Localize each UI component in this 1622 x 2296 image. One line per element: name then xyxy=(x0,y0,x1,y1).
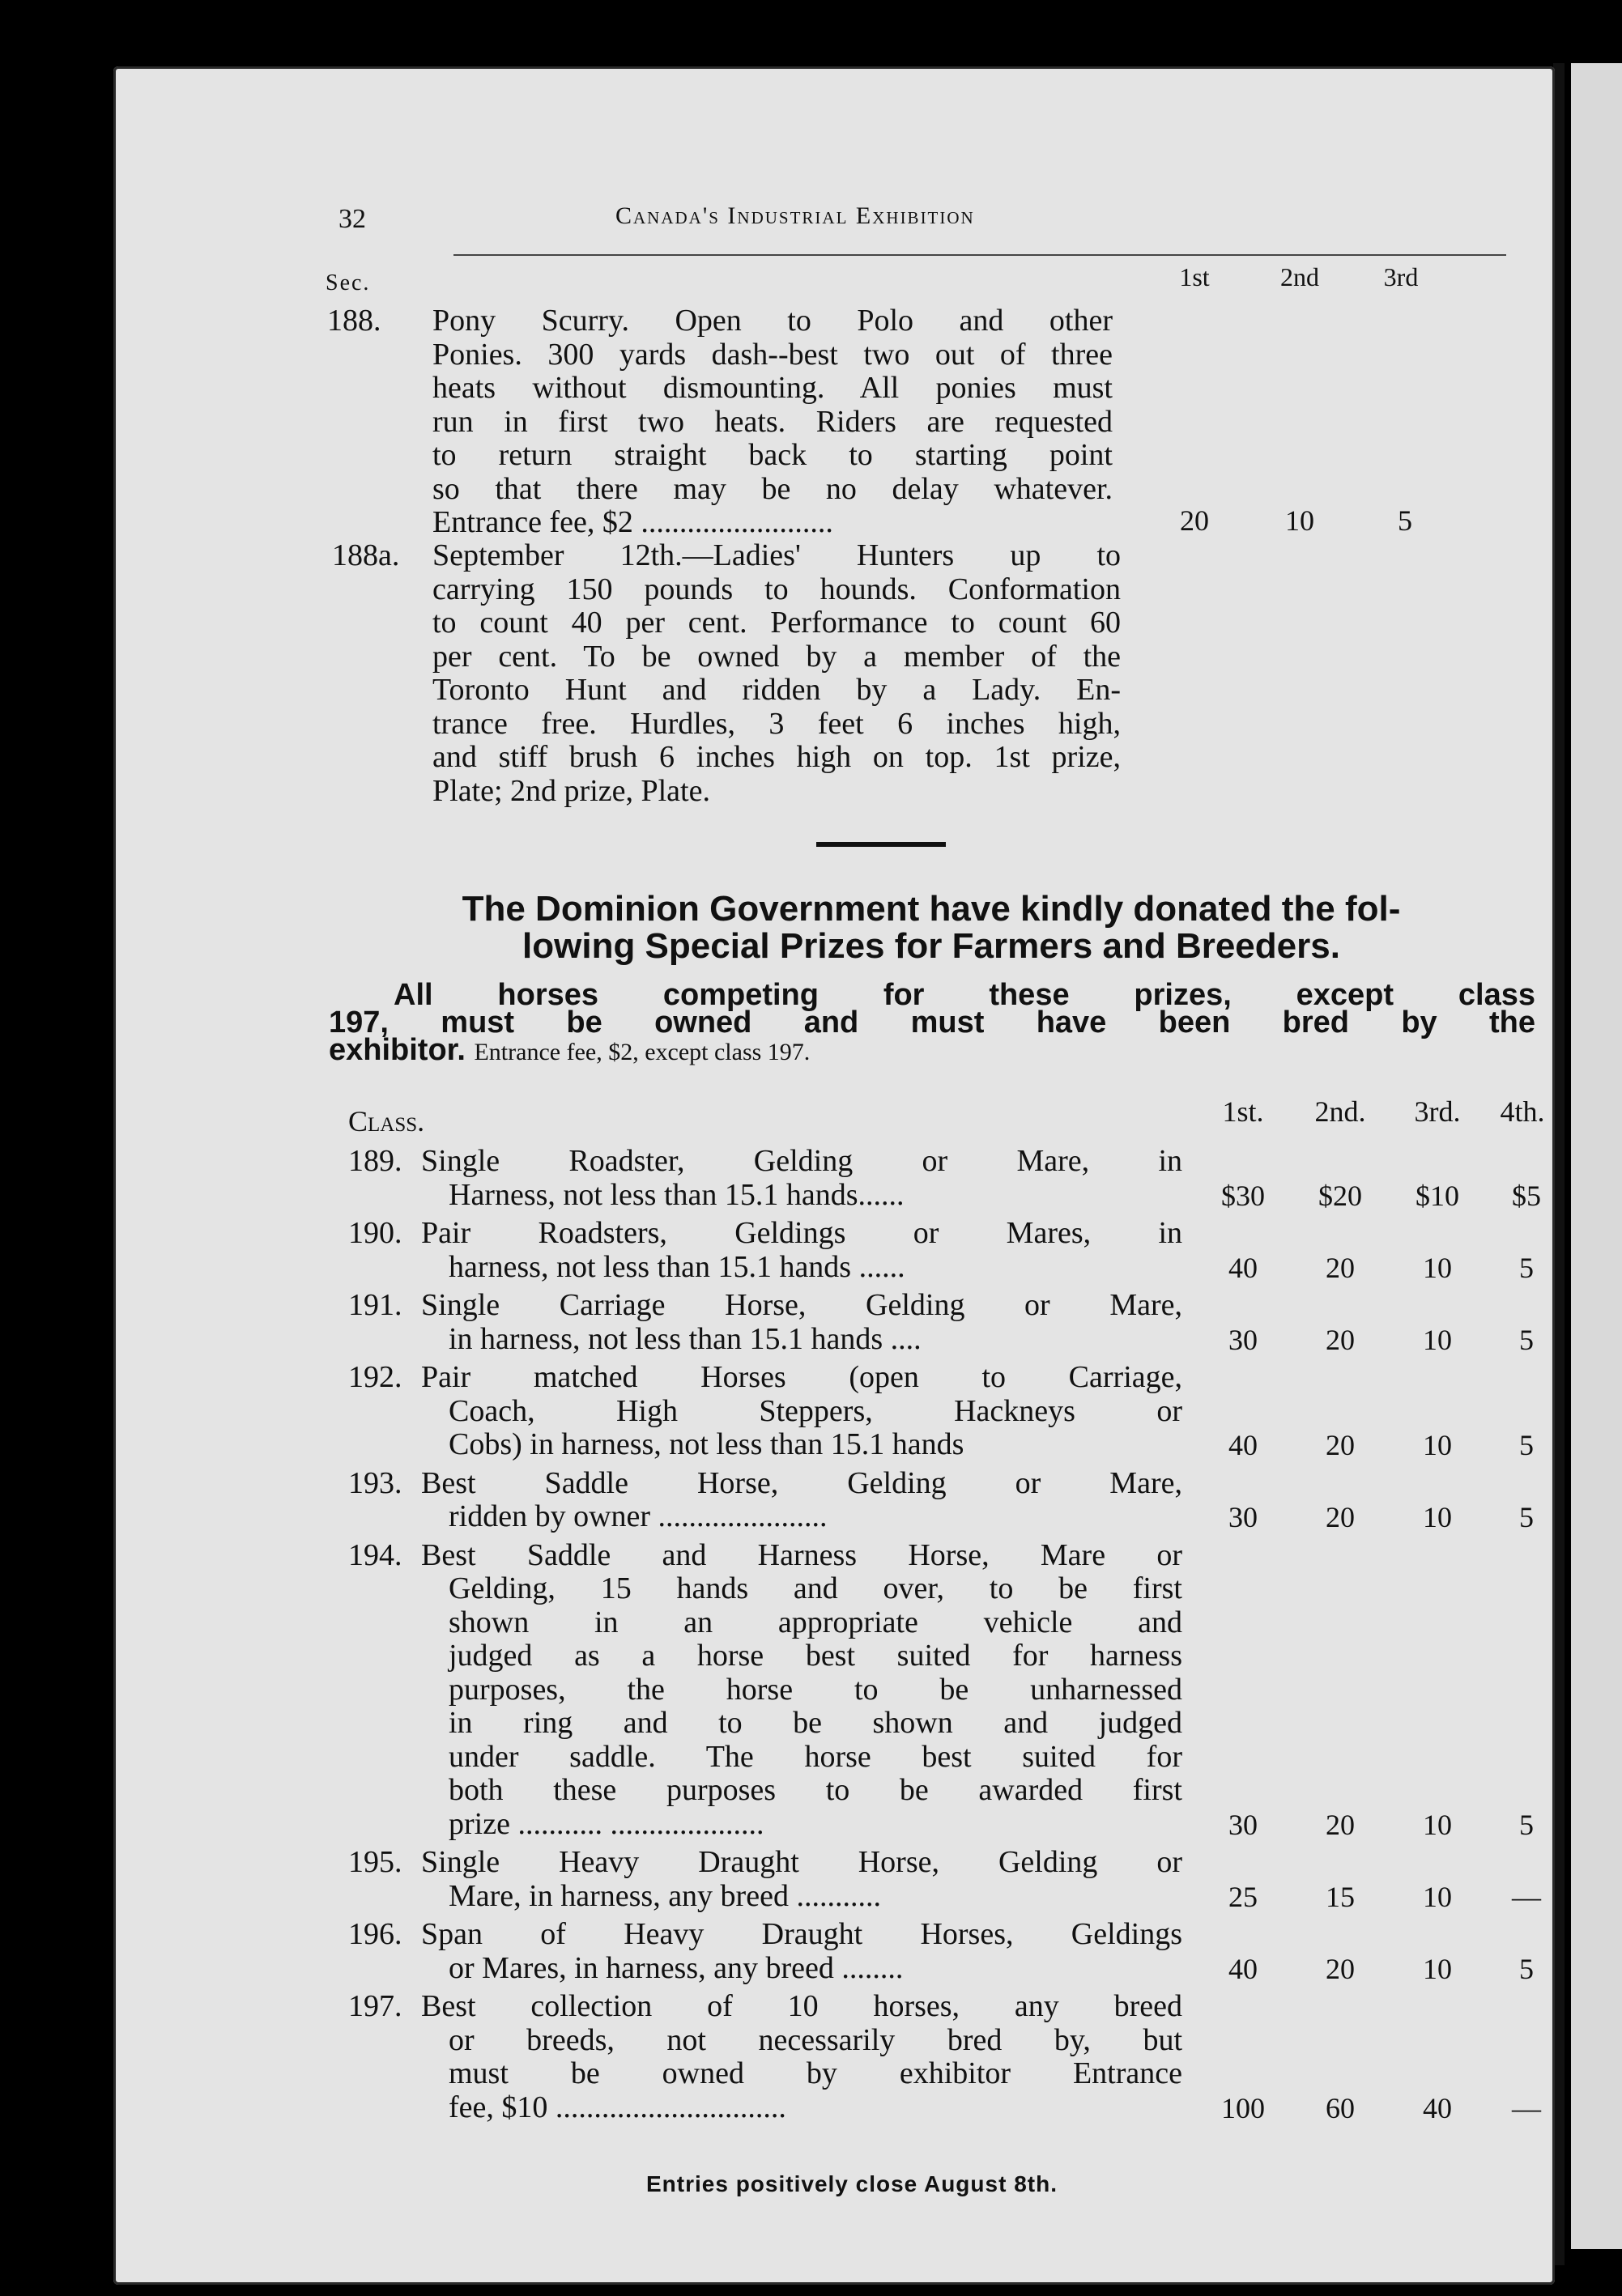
prize-first: 20 xyxy=(1180,504,1209,537)
class-description-line: Gelding, 15 hands and over, to be first xyxy=(449,1571,1182,1605)
entry-line: Plate; 2nd prize, Plate. xyxy=(432,773,710,808)
book-gutter xyxy=(1553,63,1565,2265)
special-prizes-heading xyxy=(324,891,1539,965)
prize-third: 5 xyxy=(1398,504,1412,537)
class-description-line: Cobs) in harness, not less than 15.1 hands xyxy=(449,1427,964,1461)
class-description-line: Best Saddle and Harness Horse, Mare or xyxy=(421,1537,1182,1572)
section-prize-header-2: 2nd xyxy=(1280,262,1319,291)
class-description-line: judged as a horse best suited for harness xyxy=(449,1639,1182,1673)
class-description-line: prize ........... .................... xyxy=(449,1806,764,1841)
class-number: 190. xyxy=(348,1216,402,1250)
class-number: 194. xyxy=(348,1537,402,1572)
class-prize-4: — xyxy=(1512,2091,1541,2124)
class-description xyxy=(421,1145,1182,1212)
notice-bold: exhibitor. xyxy=(329,1033,466,1067)
class-prize-3: 10 xyxy=(1423,1808,1452,1841)
entry-number: 188. xyxy=(327,304,381,338)
class-description-line: both these purposes to be awarded first xyxy=(449,1773,1182,1807)
class-number: 195. xyxy=(348,1845,402,1879)
class-prize-3: 10 xyxy=(1423,1952,1452,1985)
running-head: Canada's Industrial Exhibition xyxy=(615,202,975,229)
entry-line: heats without dismounting. All ponies must xyxy=(432,371,1113,405)
entry-line: carrying 150 pounds to hounds. Conformation xyxy=(432,572,1121,606)
class-prize-2: 15 xyxy=(1326,1880,1355,1913)
class-prize-header-3: 3rd. xyxy=(1414,1095,1461,1128)
class-description-line: Single Carriage Horse, Gelding or Mare, xyxy=(421,1288,1182,1322)
class-description-line: must be owned by exhibitor Entrance xyxy=(449,2056,1182,2090)
heading-line: The Dominion Government have kindly donated the fol- xyxy=(462,889,1401,929)
class-description-line: Best Saddle Horse, Gelding or Mare, xyxy=(421,1465,1182,1500)
class-prize-3: 40 xyxy=(1423,2091,1452,2124)
entry-text xyxy=(432,539,1121,808)
class-prize-2: 60 xyxy=(1326,2091,1355,2124)
class-description xyxy=(421,1467,1182,1534)
notice-line: 197, must be owned and must have been bred by the xyxy=(329,1006,1535,1040)
class-prize-1: 40 xyxy=(1228,1251,1258,1284)
class-number: 192. xyxy=(348,1360,402,1394)
class-prize-2: 20 xyxy=(1326,1251,1355,1284)
entry-number: 188a. xyxy=(332,538,400,572)
class-prize-3: 10 xyxy=(1423,1880,1452,1913)
class-description-line: or breeds, not necessarily bred by, but xyxy=(449,2022,1182,2057)
class-number: 197. xyxy=(348,1989,402,2023)
class-prize-3: 10 xyxy=(1423,1429,1452,1461)
prize-second: 10 xyxy=(1285,504,1314,537)
class-description xyxy=(421,1289,1182,1356)
class-column-label: Class. xyxy=(348,1105,425,1137)
entry-line: Entrance fee, $2 ......................... xyxy=(432,505,833,539)
footer-note: Entries positively close August 8th. xyxy=(646,2171,1058,2196)
section-divider xyxy=(816,842,946,847)
class-prize-header-4: 4th. xyxy=(1500,1095,1545,1128)
class-description-line: Mare, in harness, any breed ........... xyxy=(449,1878,881,1913)
class-prize-1: 25 xyxy=(1228,1880,1258,1913)
class-prize-4: $5 xyxy=(1512,1179,1541,1212)
class-prize-4: 5 xyxy=(1519,1952,1534,1985)
entry-line: per cent. To be owned by a member of the xyxy=(432,639,1121,674)
class-description-line: Harness, not less than 15.1 hands...... xyxy=(449,1177,905,1212)
class-prize-1: $30 xyxy=(1221,1179,1265,1212)
header-rule xyxy=(453,254,1506,256)
class-prize-2: 20 xyxy=(1326,1952,1355,1985)
class-description-line: purposes, the horse to be unharnessed xyxy=(449,1672,1182,1707)
class-prize-header-2: 2nd. xyxy=(1314,1095,1366,1128)
class-description-line: Coach, High Steppers, Hackneys or xyxy=(449,1393,1182,1428)
entry-line: and stiff brush 6 inches high on top. 1st prize, xyxy=(432,740,1121,774)
entry-line: Ponies. 300 yards dash--best two out of three xyxy=(432,337,1113,372)
entry-line: to return straight back to starting point xyxy=(432,438,1113,472)
class-description-line: Single Roadster, Gelding or Mare, in xyxy=(421,1144,1182,1178)
class-prize-1: 30 xyxy=(1228,1323,1258,1356)
class-number: 193. xyxy=(348,1465,402,1500)
entrance-fee-note: Entrance fee, $2, except class 197. xyxy=(474,1039,811,1065)
class-prize-1: 30 xyxy=(1228,1501,1258,1533)
class-prize-1: 100 xyxy=(1221,2091,1265,2124)
class-description-line: Single Heavy Draught Horse, Gelding or xyxy=(421,1845,1182,1879)
notice-line: All horses competing for these prizes, except class xyxy=(394,978,1535,1012)
class-description-line: Pair matched Horses (open to Carriage, xyxy=(421,1360,1182,1394)
class-description-line: ridden by owner ...................... xyxy=(449,1499,828,1533)
class-prize-header-1: 1st. xyxy=(1222,1095,1264,1128)
class-description-line: Pair Roadsters, Geldings or Mares, in xyxy=(421,1216,1182,1250)
eligibility-notice xyxy=(329,978,1535,1067)
class-description-line: shown in an appropriate vehicle and xyxy=(449,1605,1182,1639)
entry-line: to count 40 per cent. Performance to count 60 xyxy=(432,606,1121,640)
section-prize-header-1: 1st xyxy=(1179,262,1210,291)
class-prize-2: 20 xyxy=(1326,1808,1355,1841)
section-column-label: Sec. xyxy=(326,270,371,296)
class-prize-4: 5 xyxy=(1519,1501,1534,1533)
page-number: 32 xyxy=(338,204,366,234)
class-description xyxy=(421,1990,1182,2124)
class-number: 196. xyxy=(348,1917,402,1951)
class-number: 189. xyxy=(348,1144,402,1178)
entry-line: trance free. Hurdles, 3 feet 6 inches high, xyxy=(432,706,1121,741)
class-description xyxy=(421,1361,1182,1462)
class-description xyxy=(421,1918,1182,1985)
class-prize-1: 40 xyxy=(1228,1429,1258,1461)
class-description-line: under saddle. The horse best suited for xyxy=(449,1739,1182,1774)
document-page xyxy=(113,66,1555,2285)
heading-line: lowing Special Prizes for Farmers and Breeders. xyxy=(522,926,1340,966)
class-description xyxy=(421,1539,1182,1842)
class-prize-3: 10 xyxy=(1423,1251,1452,1284)
class-prize-2: 20 xyxy=(1326,1501,1355,1533)
class-description-line: Best collection of 10 horses, any breed xyxy=(421,1989,1182,2023)
entry-line: so that there may be no delay whatever. xyxy=(432,471,1113,506)
class-prize-4: 5 xyxy=(1519,1429,1534,1461)
entry-line: run in first two heats. Riders are requested xyxy=(432,404,1113,439)
class-description-line: in harness, not less than 15.1 hands .... xyxy=(449,1321,922,1356)
class-prize-2: $20 xyxy=(1318,1179,1362,1212)
class-prize-3: 10 xyxy=(1423,1323,1452,1356)
class-prize-1: 40 xyxy=(1228,1952,1258,1985)
class-description-line: fee, $10 .............................. xyxy=(449,2090,786,2124)
class-prize-4: — xyxy=(1512,1880,1541,1913)
class-prize-4: 5 xyxy=(1519,1808,1534,1841)
class-prize-3: 10 xyxy=(1423,1501,1452,1533)
class-description xyxy=(421,1846,1182,1913)
class-prize-4: 5 xyxy=(1519,1323,1534,1356)
class-description-line: Span of Heavy Draught Horses, Geldings xyxy=(421,1917,1182,1951)
class-description xyxy=(421,1217,1182,1284)
section-prize-header-3: 3rd xyxy=(1383,262,1419,291)
entry-line: Pony Scurry. Open to Polo and other xyxy=(432,304,1113,338)
class-prize-3: $10 xyxy=(1416,1179,1459,1212)
class-description-line: or Mares, in harness, any breed ........ xyxy=(449,1950,904,1985)
facing-page-edge xyxy=(1571,63,1622,2249)
entry-line: Toronto Hunt and ridden by a Lady. En- xyxy=(432,673,1121,707)
entry-text xyxy=(432,304,1113,540)
class-number: 191. xyxy=(348,1288,402,1322)
class-prize-1: 30 xyxy=(1228,1808,1258,1841)
entry-line: September 12th.—Ladies' Hunters up to xyxy=(432,538,1121,572)
class-prize-2: 20 xyxy=(1326,1429,1355,1461)
class-prize-2: 20 xyxy=(1326,1323,1355,1356)
class-description-line: harness, not less than 15.1 hands ...... xyxy=(449,1249,905,1284)
class-description-line: in ring and to be shown and judged xyxy=(449,1706,1182,1740)
class-prize-4: 5 xyxy=(1519,1251,1534,1284)
